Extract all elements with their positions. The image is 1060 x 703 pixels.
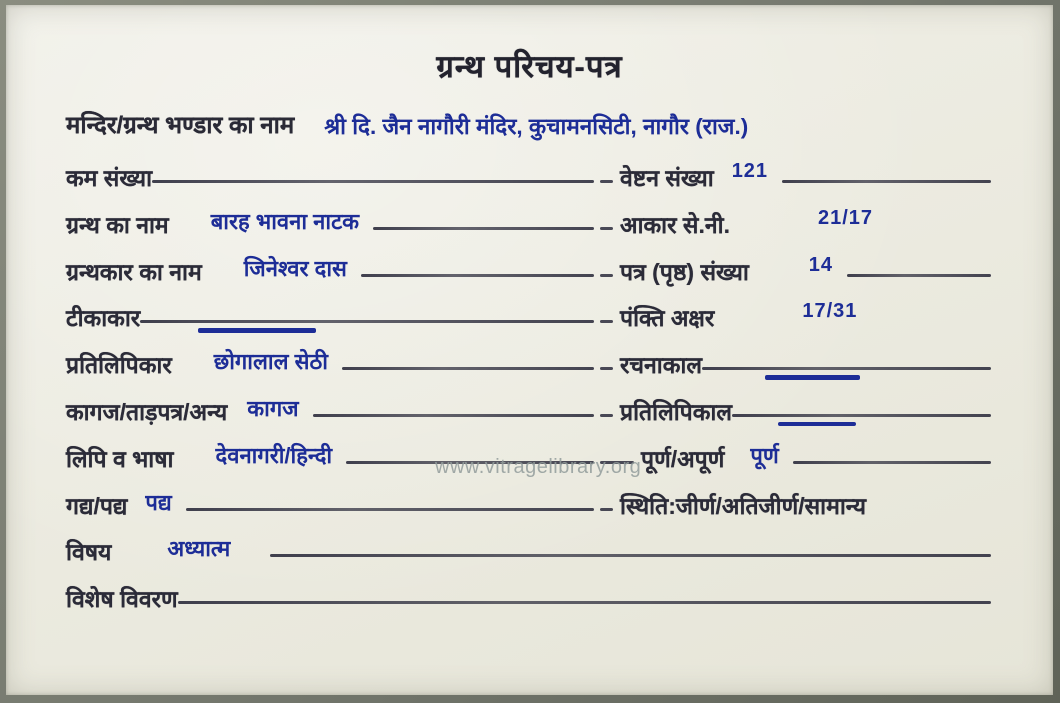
field-label: रचनाकाल <box>620 352 702 379</box>
field-copyist <box>66 344 600 380</box>
field-underline <box>600 227 613 230</box>
field-page-count <box>600 251 991 287</box>
field-underline <box>140 320 594 323</box>
field-label: ग्रन्थ का नाम <box>66 211 169 238</box>
field-row <box>66 251 991 298</box>
field-underline <box>600 274 613 277</box>
field-underline <box>178 601 991 604</box>
field-value: बारह भावना नाटक <box>210 208 360 234</box>
field-label: स्थिति:जीर्ण/अतिजीर्ण/सामान्य <box>620 492 866 519</box>
field-label: टीकाकार <box>66 305 141 332</box>
field-commentator <box>66 297 600 333</box>
field-underline <box>152 180 594 183</box>
field-serial-number <box>66 157 600 193</box>
field-composition-date <box>600 344 991 380</box>
watermark-text: www.vitragelibrary.org <box>435 456 642 478</box>
field-label: आकार से.नी. <box>620 211 730 238</box>
blue-ink-mark <box>765 375 860 380</box>
field-value: छोगालाल सेठी <box>213 349 328 375</box>
field-underline <box>793 461 991 464</box>
field-label: प्रतिलिपिकार <box>66 352 172 379</box>
field-label: पंक्ति अक्षर <box>620 305 715 332</box>
field-row <box>66 391 991 438</box>
field-complete-incomplete <box>600 438 991 474</box>
temple-name-value: श्री दि. जैन नागौरी मंदिर, कुचामनसिटी, नागौर (राज.) <box>324 114 749 139</box>
field-label: वेष्टन संख्या <box>620 165 714 191</box>
paper-background <box>6 5 1053 695</box>
field-row <box>66 344 991 391</box>
field-row <box>66 204 991 251</box>
field-value: अध्यात्म <box>167 536 231 562</box>
field-label: लिपि व भाषा <box>66 445 174 472</box>
field-material <box>66 391 600 427</box>
field-label: पत्र (पृष्ठ) संख्या <box>620 258 749 285</box>
field-value: 17/31 <box>802 300 858 323</box>
field-label: विषय <box>66 539 112 566</box>
field-row <box>66 485 991 532</box>
field-label: कम संख्या <box>66 165 153 191</box>
field-underline <box>600 180 613 183</box>
field-bundle-number <box>600 157 991 193</box>
field-prose-verse <box>66 485 600 521</box>
form-rows <box>66 157 991 625</box>
field-label: विशेष विवरण <box>66 586 178 613</box>
field-value: देवनागरी/हिन्दी <box>215 442 333 468</box>
field-author-name <box>66 251 600 287</box>
field-value: पूर्ण <box>750 442 779 468</box>
field-underline <box>600 508 613 511</box>
field-underline <box>361 274 594 277</box>
field-underline <box>373 227 594 230</box>
blue-ink-mark <box>778 422 856 427</box>
field-label: कागज/ताड़पत्र/अन्य <box>66 398 228 425</box>
field-underline <box>702 367 991 370</box>
field-row <box>66 531 991 578</box>
field-value: 121 <box>731 160 769 182</box>
temple-name-row <box>66 108 1026 141</box>
field-row <box>66 578 991 625</box>
blue-ink-mark <box>198 328 316 333</box>
field-row <box>66 297 991 344</box>
field-underline <box>847 274 991 277</box>
temple-name-label: मन्दिर/ग्रन्थ भण्डार का नाम <box>66 112 295 139</box>
field-subject <box>66 531 991 567</box>
field-label: गद्य/पद्य <box>66 492 128 519</box>
field-value: जिनेश्वर दास <box>243 255 347 281</box>
field-value: 21/17 <box>817 206 874 229</box>
field-underline <box>600 367 613 370</box>
field-book-name <box>66 204 600 240</box>
field-label: प्रतिलिपिकाल <box>620 398 732 425</box>
field-special-details <box>66 578 991 614</box>
field-label: ग्रन्थकार का नाम <box>66 258 202 285</box>
field-row <box>66 157 991 204</box>
field-label: पूर्ण/अपूर्ण <box>641 445 725 472</box>
field-underline <box>186 508 594 511</box>
field-size-cm <box>600 204 991 240</box>
field-value: 14 <box>808 253 834 276</box>
page-title: ग्रन्थ परिचय-पत्र <box>436 49 623 84</box>
field-condition <box>600 485 991 521</box>
field-lines-letters <box>600 297 991 333</box>
field-copy-date <box>600 391 991 427</box>
field-underline <box>313 414 594 417</box>
field-underline <box>270 554 991 557</box>
field-underline <box>732 414 991 417</box>
field-value: पद्य <box>145 489 172 515</box>
field-underline <box>782 180 991 183</box>
field-underline <box>600 320 613 323</box>
field-value: कागज <box>247 395 299 421</box>
field-underline <box>600 414 613 417</box>
field-underline <box>342 367 594 370</box>
